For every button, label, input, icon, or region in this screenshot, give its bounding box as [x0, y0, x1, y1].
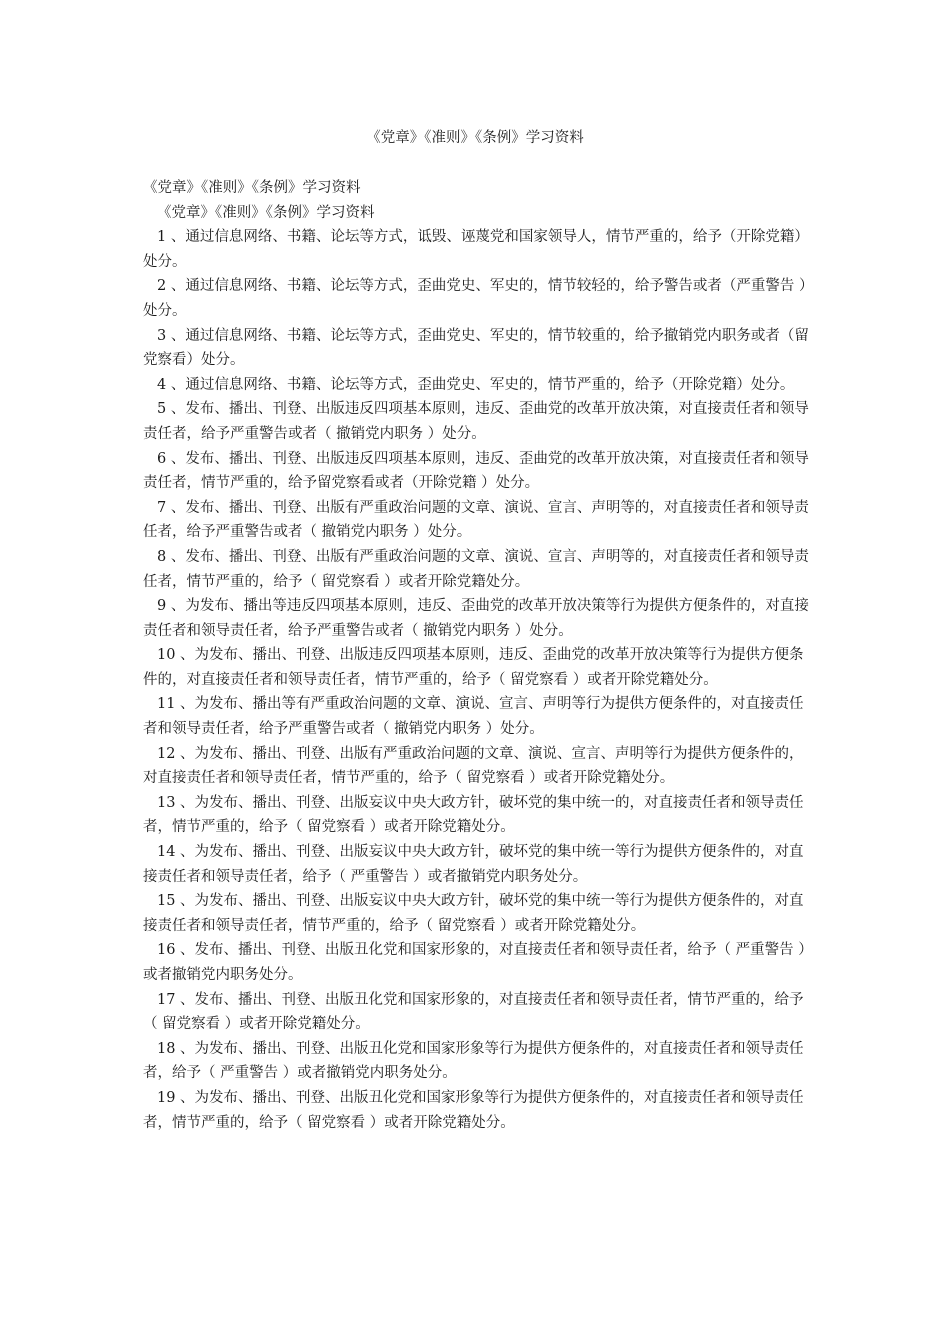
list-item: 1 、通过信息网络、书籍、论坛等方式，诋毁、诬蔑党和国家领导人，情节严重的，给予（开除党籍）处分。	[143, 229, 809, 270]
list-item: 6 、发布、播出、刊登、出版违反四项基本原则，违反、歪曲党的改革开放决策，对直接责任者和领导责任者，情节严重的，给予留党察看或者（开除党籍 ）处分。	[143, 450, 809, 492]
list-item: 3 、通过信息网络、书籍、论坛等方式，歪曲党史、军史的，情节较重的，给予撤销党内职务或者（留党察看）处分。	[143, 327, 809, 369]
list-item: 14 、为发布、播出、刊登、出版妄议中央大政方针，破坏党的集中统一等行为提供方便条件的，对直接责任者和领导责任者，给予（ 严重警告 ）或者撤销党内职务处分。	[143, 844, 804, 885]
list-item: 10 、为发布、播出、刊登、出版违反四项基本原则，违反、歪曲党的改革开放决策等行为提供方便条件的，对直接责任者和领导责任者，情节严重的，给予（ 留党察看 ）或者开除党籍处分。	[143, 647, 804, 688]
list-item: 13 、为发布、播出、刊登、出版妄议中央大政方针，破坏党的集中统一的，对直接责任者和领导责任者，情节严重的，给予（ 留党察看 ）或者开除党籍处分。	[143, 794, 804, 836]
list-item: 8 、发布、播出、刊登、出版有严重政治问题的文章、演说、宣言、声明等的，对直接责任者和领导责任者，情节严重的，给予（ 留党察看 ）或者开除党籍处分。	[143, 548, 809, 590]
document-title: 《党章》《准则》《条例》学习资料	[366, 130, 584, 146]
list-item: 15 、为发布、播出、刊登、出版妄议中央大政方针，破坏党的集中统一等行为提供方便条件的，对直接责任者和领导责任者，情节严重的，给予（ 留党察看 ）或者开除党籍处分。	[143, 893, 804, 934]
list-item: 17 、发布、播出、刊登、出版丑化党和国家形象的，对直接责任者和领导责任者，情节严重的，给予（ 留党察看 ）或者开除党籍处分。	[143, 991, 804, 1033]
list-item: 16 、发布、播出、刊登、出版丑化党和国家形象的，对直接责任者和领导责任者，给予（ 严重警告 ）或者撤销党内职务处分。	[143, 942, 806, 983]
list-item: 18 、为发布、播出、刊登、出版丑化党和国家形象等行为提供方便条件的，对直接责任者和领导责任者，给予（ 严重警告 ）或者撤销党内职务处分。	[143, 1040, 804, 1082]
heading-line-2: 《党章》《准则》《条例》学习资料	[157, 204, 375, 221]
list-item: 11 、为发布、播出等有严重政治问题的文章、演说、宣言、声明等行为提供方便条件的，对直接责任者和领导责任者，给予严重警告或者（ 撤销党内职务 ）处分。	[143, 696, 804, 738]
heading-line-1: 《党章》《准则》《条例》学习资料	[143, 180, 361, 196]
document-body	[143, 176, 811, 1135]
list-item: 19 、为发布、播出、刊登、出版丑化党和国家形象等行为提供方便条件的，对直接责任者和领导责任者，情节严重的，给予（ 留党察看 ）或者开除党籍处分。	[143, 1089, 804, 1131]
list-item: 7 、发布、播出、刊登、出版有严重政治问题的文章、演说、宣言、声明等的，对直接责任者和领导责任者，给予严重警告或者（ 撤销党内职务 ）处分。	[143, 499, 809, 541]
list-item: 4 、通过信息网络、书籍、论坛等方式，歪曲党史、军史的，情节严重的，给予（开除党籍）处分。	[157, 376, 795, 393]
list-item: 2 、通过信息网络、书籍、论坛等方式，歪曲党史、军史的，情节较轻的，给予警告或者（严重警告 ）处分。	[143, 278, 807, 319]
list-item: 12 、为发布、播出、刊登、出版有严重政治问题的文章、演说、宣言、声明等行为提供方便条件的，对直接责任者和领导责任者，情节严重的，给予（ 留党察看 ）或者开除党籍处分。	[143, 745, 804, 787]
list-item: 9 、为发布、播出等违反四项基本原则，违反、歪曲党的改革开放决策等行为提供方便条件的，对直接责任者和领导责任者，给予严重警告或者（ 撤销党内职务 ）处分。	[143, 598, 809, 639]
list-item: 5 、发布、播出、刊登、出版违反四项基本原则，违反、歪曲党的改革开放决策，对直接责任者和领导责任者，给予严重警告或者（ 撤销党内职务 ）处分。	[143, 401, 809, 442]
